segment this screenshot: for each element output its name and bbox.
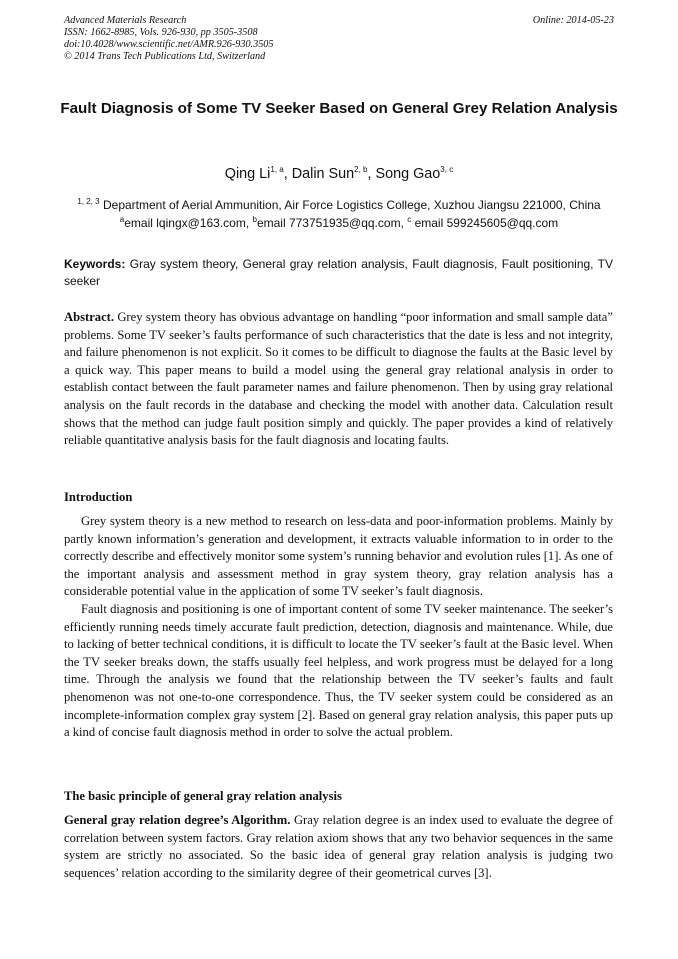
keywords-text: Gray system theory, General gray relation analysis, Fault diagnosis, Fault positioning, TV seeker [64,257,613,288]
author-separator: , [283,166,292,182]
email-sup: c [407,215,412,224]
journal-issn: ISSN: 1662-8985, Vols. 926-930, pp 3505-3508 [64,27,258,38]
online-date: Online: 2014-05-23 [532,15,614,26]
email: email 599245605@qq.com [411,216,559,230]
journal-copyright: © 2014 Trans Tech Publications Ltd, Switzerland [64,51,266,62]
author-separator: , [367,166,376,182]
keywords-label: Keywords: [64,257,126,271]
abstract-text: Grey system theory has obvious advantage on handling “poor information and small sample data” problems. Some TV seeker’s faults performance of such characteristics that the date is less and not integrity, and failure phenomenon is not explicit. So it comes to be difficult to diagnose the faults at the Basic level by a quick way. This paper means to build a model using the general gray relational analysis in order to establish contact between the fault parameter names and failure phenomenon. Then by using gray relational analysis on the fault records in the database and checking the model with another data. Calculation result shows that the method can judge fault position simply and quickly. The paper provides a kind of relatively reliable quantitative analysis basis for the fault diagnosis and locating faults. [64,310,613,448]
affiliation-sup: 1, 2, 3 [77,197,100,206]
paragraph: Fault diagnosis and positioning is one of important content of some TV seeker maintenance. The seeker’s efficiently running needs timely accurate fault prediction, detection, diagnosis and maintenance. While, due to lacking of better technical conditions, it is difficult to locate the TV seeker’s fault at the Basic level. When the TV seeker breaks down, the staffs usually feel helpless, and work progress must be delayed for a long time. Through the analysis we found that the relationship between the TV seeker’s faults and fault phenomenon was not one-to-one correspondence. Thus, the TV seeker system could be considered as an incomplete-information complex gray system [2]. Based on general gray relation analysis, this paper puts up a kind of concise fault diagnosis method in order to solve the actual problem. [64,601,613,740]
introduction-body [64,513,613,742]
email-sup: a [119,215,125,224]
email: email lqingx@163.com, [124,216,253,230]
abstract-label: Abstract. [64,310,115,324]
email-line [50,214,628,232]
introduction-heading: Introduction [64,490,133,504]
keywords [64,256,613,290]
author-sup: 2, b [354,165,368,175]
section-paragraph [64,812,613,882]
abstract [64,309,613,450]
journal-header [64,15,273,63]
author-sup: 1, a [270,165,284,175]
author-list [40,166,638,182]
paragraph: Grey system theory is a new method to research on less-data and poor-information problems. Mainly by partly known information’s generation and development, it extracts valuable information to in order to the correctly describe and effectively monitor some system’s running behavior and evolution rules [1]. As one of the important analysis and assessment method in gray system theory, gray relation analysis has a considerable potential value in the application of some TV seeker’s fault diagnosis. [64,514,613,599]
affiliation-text: Department of Aerial Ammunition, Air Force Logistics College, Xuzhou Jiangsu 221000, China [99,198,601,212]
email: email 773751935@qq.com, [256,216,408,230]
journal-name: Advanced Materials Research [64,15,187,26]
author-sup: 3, c [440,165,454,175]
subsection-heading: General gray relation degree’s Algorithm. [64,813,291,827]
affiliation-block [50,196,628,232]
email-sup: b [252,215,257,224]
paper-title: Fault Diagnosis of Some TV Seeker Based on General Grey Relation Analysis [60,100,618,117]
affiliation [50,196,628,214]
paragraph-text: Gray relation degree is an index used to evaluate the degree of correlation between system factors. Gray relation axiom shows that any two behavior sequences in the same system are strictly no associated. So the basic idea of general gray relation analysis is judging two sequences’ relation according to the similarity degree of their geometrical curves [3]. [64,813,613,880]
author-name: Qing Li [224,166,271,182]
journal-doi: doi:10.4028/www.scientific.net/AMR.926-930.3505 [64,39,274,50]
author-name: Dalin Sun [291,166,355,182]
author-name: Song Gao [375,166,441,182]
section-heading: The basic principle of general gray relation analysis [64,789,342,803]
